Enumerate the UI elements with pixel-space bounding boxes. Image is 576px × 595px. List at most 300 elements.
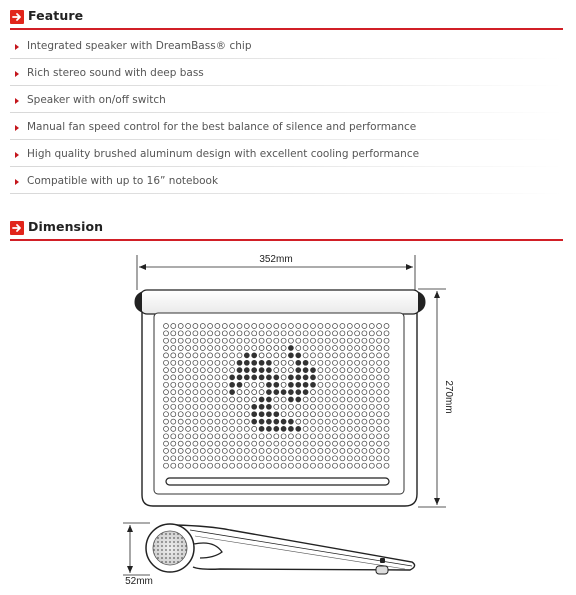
vent-hole [274, 456, 279, 461]
vent-hole [347, 353, 352, 358]
fan-hole [274, 375, 279, 380]
vent-hole [311, 456, 316, 461]
vent-hole [171, 353, 176, 358]
vent-hole [215, 404, 220, 409]
vent-hole [266, 324, 271, 329]
vent-hole [325, 426, 330, 431]
vent-hole [369, 368, 374, 373]
vent-hole [325, 434, 330, 439]
bullet-arrow-icon [15, 125, 19, 131]
vent-hole [355, 412, 360, 417]
vent-hole [384, 397, 389, 402]
vent-hole [325, 368, 330, 373]
vent-hole [311, 353, 316, 358]
fan-hole [237, 390, 242, 395]
vent-hole [311, 441, 316, 446]
vent-hole [369, 404, 374, 409]
fan-hole [259, 368, 264, 373]
vent-hole [244, 434, 249, 439]
vent-hole [266, 456, 271, 461]
vent-hole [200, 360, 205, 365]
vent-hole [237, 324, 242, 329]
vent-hole [266, 338, 271, 343]
vent-hole [362, 419, 367, 424]
depth-dimension [418, 289, 454, 507]
fan-hole [252, 426, 257, 431]
dimension-section-header [10, 219, 563, 241]
vent-hole [333, 324, 338, 329]
vent-hole [244, 426, 249, 431]
vent-hole [230, 331, 235, 336]
vent-hole [200, 375, 205, 380]
vent-hole [347, 412, 352, 417]
vent-hole [178, 412, 183, 417]
fan-hole [288, 368, 293, 373]
vent-hole [347, 419, 352, 424]
vent-hole [193, 448, 198, 453]
vent-hole [384, 426, 389, 431]
vent-hole [355, 404, 360, 409]
vent-hole [355, 368, 360, 373]
fan-hole [281, 419, 286, 424]
fan-hole [259, 419, 264, 424]
vent-hole [355, 397, 360, 402]
vent-hole [325, 419, 330, 424]
vent-hole [340, 346, 345, 351]
fan-hole [244, 368, 249, 373]
vent-hole [377, 390, 382, 395]
fan-hole [259, 375, 264, 380]
vent-hole [325, 397, 330, 402]
vent-hole [215, 397, 220, 402]
vent-hole [200, 412, 205, 417]
vent-hole [200, 404, 205, 409]
vent-hole [186, 382, 191, 387]
fan-hole [230, 390, 235, 395]
vent-hole [318, 368, 323, 373]
vent-hole [347, 434, 352, 439]
vent-hole [355, 375, 360, 380]
fan-hole [259, 346, 264, 351]
vent-hole [237, 331, 242, 336]
vent-hole [222, 419, 227, 424]
vent-hole [178, 375, 183, 380]
vent-hole [325, 441, 330, 446]
vent-hole [340, 353, 345, 358]
vent-hole [222, 353, 227, 358]
vent-hole [200, 419, 205, 424]
vent-hole [171, 426, 176, 431]
feature-item-text: Speaker with on/off switch [27, 94, 166, 106]
vent-hole [362, 346, 367, 351]
fan-hole [303, 375, 308, 380]
fan-hole [281, 360, 286, 365]
vent-hole [164, 375, 169, 380]
vent-hole [222, 404, 227, 409]
vent-hole [347, 448, 352, 453]
fan-hole [274, 360, 279, 365]
width-label: 352mm [259, 254, 293, 265]
vent-hole [325, 375, 330, 380]
vent-hole [362, 368, 367, 373]
vent-hole [259, 441, 264, 446]
fan-hole [266, 397, 271, 402]
vent-hole [303, 434, 308, 439]
fan-hole [266, 382, 271, 387]
fan-hole [274, 397, 279, 402]
vent-hole [347, 368, 352, 373]
fan-hole [266, 426, 271, 431]
fan-hole [230, 382, 235, 387]
fan-hole [266, 390, 271, 395]
vent-hole [186, 360, 191, 365]
vent-hole [193, 441, 198, 446]
vent-hole [164, 368, 169, 373]
bullet-arrow-icon [15, 71, 19, 77]
vent-hole [208, 448, 213, 453]
feature-item [10, 32, 563, 59]
vent-hole [208, 360, 213, 365]
fan-hole [230, 397, 235, 402]
vent-hole [215, 331, 220, 336]
fan-hole [281, 346, 286, 351]
vent-hole [200, 338, 205, 343]
vent-hole [215, 346, 220, 351]
vent-hole [222, 390, 227, 395]
vent-hole [215, 448, 220, 453]
vent-hole [200, 382, 205, 387]
vent-hole [274, 338, 279, 343]
vent-hole [178, 390, 183, 395]
vent-hole [355, 324, 360, 329]
vent-hole [178, 360, 183, 365]
vent-hole [171, 324, 176, 329]
fan-hole [230, 375, 235, 380]
fan-hole [303, 412, 308, 417]
vent-hole [193, 338, 198, 343]
vent-hole [200, 353, 205, 358]
vent-hole [362, 338, 367, 343]
vent-hole [318, 346, 323, 351]
vent-hole [171, 382, 176, 387]
vent-hole [193, 434, 198, 439]
vent-hole [200, 346, 205, 351]
vent-hole [384, 382, 389, 387]
vent-hole [186, 463, 191, 468]
bullet-arrow-icon [15, 179, 19, 185]
vent-hole [171, 441, 176, 446]
vent-hole [362, 426, 367, 431]
vent-hole [215, 375, 220, 380]
vent-hole [384, 346, 389, 351]
vent-hole [369, 382, 374, 387]
vent-hole [252, 448, 257, 453]
vent-hole [340, 441, 345, 446]
vent-hole [377, 456, 382, 461]
fan-hole [311, 382, 316, 387]
vent-hole [333, 412, 338, 417]
fan-hole [237, 412, 242, 417]
vent-hole [193, 456, 198, 461]
fan-hole [281, 390, 286, 395]
vent-hole [355, 463, 360, 468]
vent-hole [178, 426, 183, 431]
vent-hole [193, 346, 198, 351]
vent-hole [325, 463, 330, 468]
fan-hole [259, 397, 264, 402]
vent-hole [296, 463, 301, 468]
vent-hole [340, 448, 345, 453]
fan-hole [296, 419, 301, 424]
vent-hole [237, 456, 242, 461]
vent-hole [222, 324, 227, 329]
vent-hole [215, 419, 220, 424]
fan-hole [244, 390, 249, 395]
vent-hole [362, 404, 367, 409]
vent-hole [193, 397, 198, 402]
vent-hole [369, 412, 374, 417]
fan-hole [296, 426, 301, 431]
vent-hole [369, 441, 374, 446]
vent-hole [230, 441, 235, 446]
vent-hole [186, 346, 191, 351]
fan-hole [288, 360, 293, 365]
fan-hole [296, 360, 301, 365]
fan-hole [259, 426, 264, 431]
vent-hole [347, 346, 352, 351]
fan-hole [259, 360, 264, 365]
fan-hole [266, 353, 271, 358]
vent-hole [259, 331, 264, 336]
vent-hole [362, 382, 367, 387]
vent-hole [318, 434, 323, 439]
vent-hole [318, 404, 323, 409]
vent-hole [288, 434, 293, 439]
vent-hole [369, 419, 374, 424]
fan-hole [281, 426, 286, 431]
fan-hole [244, 353, 249, 358]
feature-list [10, 32, 563, 194]
vent-hole [384, 375, 389, 380]
vent-hole [208, 412, 213, 417]
fan-hole [274, 426, 279, 431]
fan-hole [296, 412, 301, 417]
vent-hole [259, 324, 264, 329]
vent-hole [369, 331, 374, 336]
vent-hole [186, 419, 191, 424]
vent-hole [252, 331, 257, 336]
fan-hole [274, 412, 279, 417]
vent-hole [362, 412, 367, 417]
fan-hole [244, 382, 249, 387]
vent-hole [244, 441, 249, 446]
fan-hole [274, 353, 279, 358]
vent-hole [171, 448, 176, 453]
vent-hole [362, 456, 367, 461]
vent-hole [208, 390, 213, 395]
feature-item [10, 86, 563, 113]
vent-hole [296, 324, 301, 329]
vent-hole [266, 331, 271, 336]
arrow-right-icon [10, 10, 24, 24]
fan-hole [288, 346, 293, 351]
vent-hole [318, 375, 323, 380]
side-view [123, 523, 415, 587]
vent-hole [340, 397, 345, 402]
fan-hole [281, 368, 286, 373]
vent-hole [384, 324, 389, 329]
fan-hole [288, 382, 293, 387]
vent-hole [215, 456, 220, 461]
vent-hole [347, 456, 352, 461]
vent-hole [311, 434, 316, 439]
vent-hole [164, 404, 169, 409]
vent-hole [215, 324, 220, 329]
arrow-right-icon [10, 221, 24, 235]
vent-hole [362, 463, 367, 468]
vent-hole [333, 346, 338, 351]
vent-hole [200, 368, 205, 373]
vent-hole [215, 360, 220, 365]
vent-hole [377, 448, 382, 453]
fan-hole [252, 412, 257, 417]
fan-hole [311, 404, 316, 409]
vent-hole [208, 419, 213, 424]
vent-hole [193, 331, 198, 336]
vent-hole [266, 448, 271, 453]
vent-hole [252, 324, 257, 329]
vent-hole [281, 448, 286, 453]
fan-hole [288, 353, 293, 358]
vent-hole [230, 360, 235, 365]
vent-hole [377, 412, 382, 417]
vent-hole [222, 441, 227, 446]
vent-hole [340, 368, 345, 373]
vent-hole [193, 375, 198, 380]
fan-hole [281, 375, 286, 380]
vent-hole [244, 331, 249, 336]
vent-hole [369, 338, 374, 343]
vent-hole [186, 324, 191, 329]
vent-hole [340, 419, 345, 424]
vent-hole [237, 346, 242, 351]
vent-hole [369, 456, 374, 461]
vent-hole [193, 404, 198, 409]
vent-hole [237, 338, 242, 343]
vent-hole [333, 448, 338, 453]
vent-hole [200, 324, 205, 329]
vent-hole [333, 353, 338, 358]
vent-hole [222, 338, 227, 343]
fan-hole [281, 397, 286, 402]
vent-hole [208, 463, 213, 468]
fan-hole [266, 419, 271, 424]
vent-hole [333, 441, 338, 446]
vent-hole [377, 404, 382, 409]
vent-hole [347, 397, 352, 402]
vent-hole [266, 463, 271, 468]
vent-hole [215, 412, 220, 417]
top-view [135, 290, 425, 506]
vent-hole [347, 404, 352, 409]
fan-hole [303, 390, 308, 395]
fan-hole [237, 404, 242, 409]
vent-hole [362, 360, 367, 365]
vent-hole [333, 434, 338, 439]
vent-hole [164, 390, 169, 395]
vent-hole [178, 331, 183, 336]
bullet-arrow-icon [15, 44, 19, 50]
vent-hole [355, 419, 360, 424]
vent-hole [377, 353, 382, 358]
vent-hole [303, 426, 308, 431]
vent-hole [252, 346, 257, 351]
vent-hole [215, 390, 220, 395]
vent-hole [281, 324, 286, 329]
vent-hole [200, 390, 205, 395]
vent-hole [296, 338, 301, 343]
vent-hole [186, 397, 191, 402]
vent-hole [347, 360, 352, 365]
feature-item-text: Rich stereo sound with deep bass [27, 67, 204, 79]
vent-hole [208, 353, 213, 358]
vent-hole [222, 382, 227, 387]
vent-hole [311, 324, 316, 329]
vent-hole [340, 382, 345, 387]
vent-hole [296, 346, 301, 351]
vent-hole [340, 456, 345, 461]
vent-hole [252, 441, 257, 446]
vent-hole [164, 426, 169, 431]
vent-hole [208, 426, 213, 431]
vent-hole [237, 419, 242, 424]
fan-hole [244, 412, 249, 417]
vent-hole [355, 346, 360, 351]
fan-hole [259, 390, 264, 395]
vent-hole [377, 441, 382, 446]
vent-hole [164, 419, 169, 424]
vent-hole [333, 456, 338, 461]
vent-hole [259, 463, 264, 468]
vent-hole [369, 463, 374, 468]
vent-hole [369, 375, 374, 380]
vent-hole [303, 331, 308, 336]
vent-hole [347, 382, 352, 387]
vent-hole [377, 360, 382, 365]
vent-hole [230, 448, 235, 453]
vent-hole [171, 412, 176, 417]
vent-hole [325, 456, 330, 461]
vent-hole [178, 324, 183, 329]
vent-hole [377, 463, 382, 468]
vent-hole [325, 404, 330, 409]
vent-hole [208, 404, 213, 409]
vent-hole [333, 338, 338, 343]
vent-hole [208, 346, 213, 351]
vent-hole [186, 426, 191, 431]
vent-hole [244, 456, 249, 461]
vent-hole [355, 434, 360, 439]
vent-hole [237, 353, 242, 358]
fan-hole [274, 390, 279, 395]
vent-hole [200, 463, 205, 468]
vent-hole [222, 397, 227, 402]
vent-hole [215, 368, 220, 373]
vent-hole [186, 375, 191, 380]
vent-hole [296, 448, 301, 453]
vent-hole [355, 456, 360, 461]
vent-hole [171, 368, 176, 373]
